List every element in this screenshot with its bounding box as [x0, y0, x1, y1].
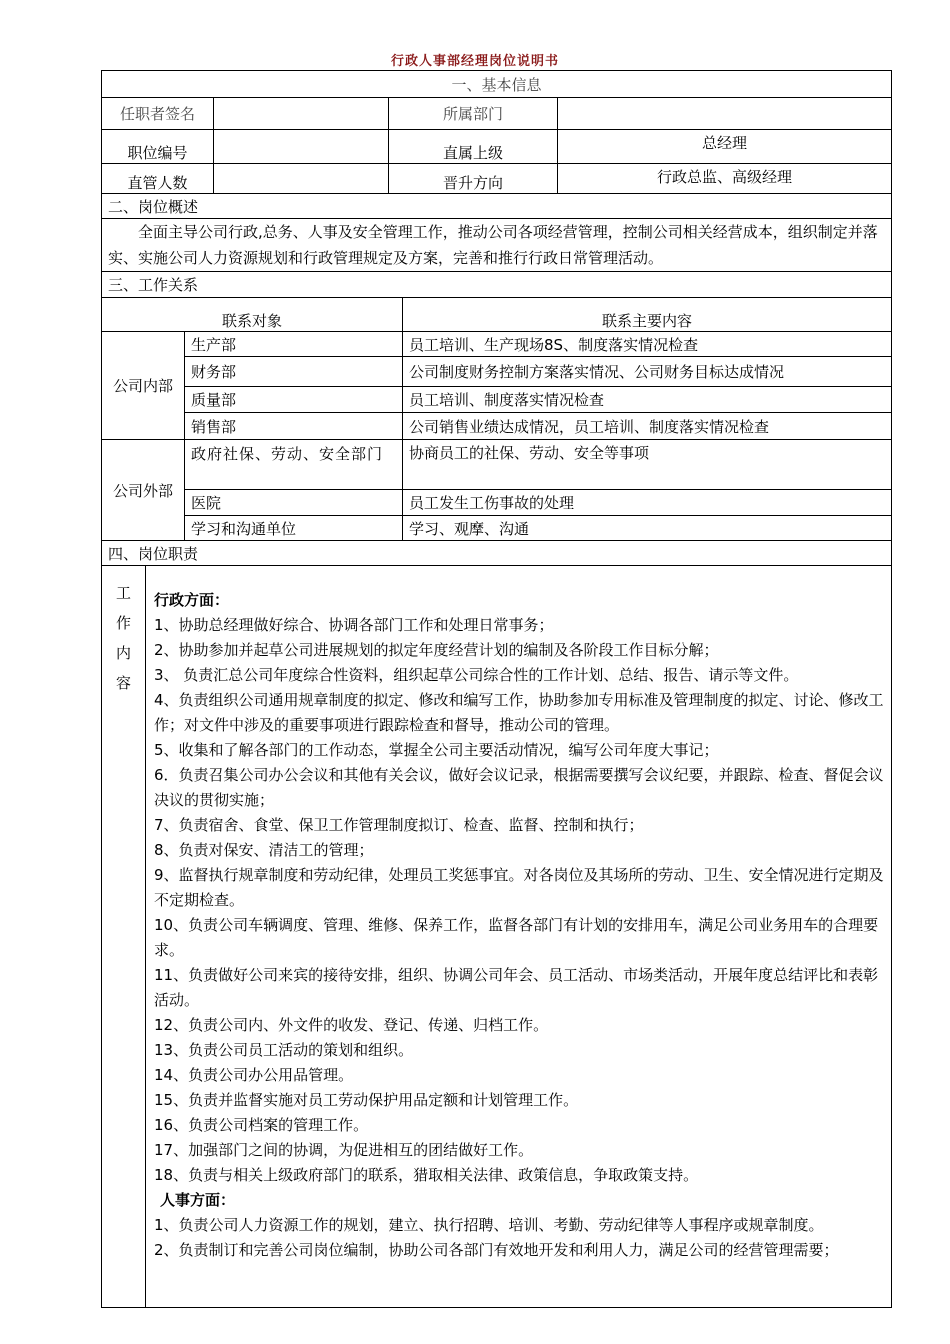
- section-duties-header: 四、岗位职责: [102, 541, 892, 566]
- admin-heading: 行政方面：: [154, 591, 230, 609]
- department-label: 所属部门: [389, 98, 558, 130]
- superior-label: 直属上级: [389, 130, 558, 164]
- position-code-label: 职位编号: [102, 130, 214, 164]
- section-overview-header: 二、岗位概述: [102, 194, 892, 219]
- relation-content: 学习、观摩、沟通: [403, 516, 892, 541]
- relations-content-header: 联系主要内容: [403, 298, 892, 332]
- relation-dept: 质量部: [185, 387, 403, 413]
- relation-dept: 销售部: [185, 413, 403, 440]
- subordinates-label: 直管人数: [102, 164, 214, 194]
- department-field[interactable]: [558, 98, 892, 130]
- relation-content: 公司销售业绩达成情况，员工培训、制度落实情况检查: [403, 413, 892, 440]
- relation-content: 公司制度财务控制方案落实情况、公司财务目标达成情况: [403, 357, 892, 387]
- admin-duty-item: 8、负责对保安、清洁工的管理；: [154, 841, 374, 859]
- admin-duty-item: 15、负责并监督实施对员工劳动保护用品定额和计划管理工作。: [154, 1091, 579, 1109]
- promotion-label: 晋升方向: [389, 164, 558, 194]
- relation-dept: 学习和沟通单位: [185, 516, 403, 541]
- admin-duty-item: 3、 负责汇总公司年度综合性资料，组织起草公司综合性的工作计划、总结、报告、请示等文件。: [154, 666, 799, 684]
- section-relations-header: 三、工作关系: [102, 272, 892, 298]
- document-title: 行政人事部经理岗位说明书: [390, 54, 559, 69]
- admin-duty-item: 9、监督执行规章制度和劳动纪律，处理员工奖惩事宜。对各岗位及其场所的劳动、卫生、安全情况进行定期及不定期检查。: [154, 866, 884, 909]
- duties-label-char: 作: [115, 614, 131, 632]
- overview-text: 全面主导公司行政,总务、人事及安全管理工作，推动公司各项经营管理，控制公司相关经营成本，组织制定并落实、实施公司人力资源规划和行政管理规定及方案，完善和推行行政日常管理活动。: [102, 219, 892, 272]
- section-basic-header: 一、基本信息: [102, 71, 892, 98]
- admin-duty-item: 1、协助总经理做好综合、协调各部门工作和处理日常事务；: [154, 616, 554, 634]
- admin-duty-item: 6．负责召集公司办公会议和其他有关会议，做好会议记录，根据需要撰写会议纪要，并跟踪、检查、督促会议决议的贯彻实施；: [154, 766, 884, 809]
- admin-duty-item: 14、负责公司办公用品管理。: [154, 1066, 354, 1084]
- hr-heading: 人事方面：: [160, 1191, 236, 1209]
- duties-content: [146, 566, 892, 1308]
- job-description-table: [101, 70, 892, 1308]
- signer-field[interactable]: [214, 98, 389, 130]
- signer-label: 任职者签名: [102, 98, 214, 130]
- duties-label-char: 内: [115, 644, 131, 662]
- relation-dept: 财务部: [185, 357, 403, 387]
- admin-duty-item: 5、收集和了解各部门的工作动态，掌握全公司主要活动情况，编写公司年度大事记；: [154, 741, 719, 759]
- duties-side-label: [102, 566, 146, 1308]
- relation-content: 员工培训、制度落实情况检查: [403, 387, 892, 413]
- admin-duty-item: 11、负责做好公司来宾的接待安排，组织、协调公司年会、员工活动、市场类活动，开展年度总结评比和表彰活动。: [154, 966, 879, 1009]
- admin-duty-item: 2、协助参加并起草公司进展规划的拟定年度经营计划的编制及各阶段工作目标分解；: [154, 641, 719, 659]
- duties-label-char: 容: [115, 674, 131, 692]
- relation-dept: 政府社保、劳动、安全部门: [185, 440, 403, 490]
- relation-content: 协商员工的社保、劳动、安全等事项: [403, 440, 892, 490]
- position-code-field[interactable]: [214, 130, 389, 164]
- promotion-value: 行政总监、高级经理: [558, 164, 892, 194]
- relation-dept: 生产部: [185, 332, 403, 357]
- admin-duty-item: 18、负责与相关上级政府部门的联系，猎取相关法律、政策信息，争取政策支持。: [154, 1166, 699, 1184]
- subordinates-field[interactable]: [214, 164, 389, 194]
- hr-duty-item: 1、负责公司人力资源工作的规划，建立、执行招聘、培训、考勤、劳动纪律等人事程序或规章制度。: [154, 1216, 824, 1234]
- hr-duty-item: 2、负责制订和完善公司岗位编制，协助公司各部门有效地开发和利用人力，满足公司的经营管理需要；: [154, 1241, 839, 1259]
- relations-target-header: 联系对象: [102, 298, 403, 332]
- duties-label-char: 工: [115, 584, 131, 602]
- relation-content: 员工发生工伤事故的处理: [403, 490, 892, 516]
- admin-duty-item: 17、加强部门之间的协调，为促进相互的团结做好工作。: [154, 1141, 534, 1159]
- admin-duty-item: 10、负责公司车辆调度、管理、维修、保养工作，监督各部门有计划的安排用车，满足公司业务用车的合理要求。: [154, 916, 879, 959]
- admin-duty-item: 12、负责公司内、外文件的收发、登记、传递、归档工作。: [154, 1016, 549, 1034]
- internal-label: 公司内部: [102, 332, 185, 440]
- admin-duty-item: 13、负责公司员工活动的策划和组织。: [154, 1041, 414, 1059]
- admin-duty-item: 16、负责公司档案的管理工作。: [154, 1116, 369, 1134]
- external-label: 公司外部: [102, 440, 185, 541]
- admin-duty-item: 7、负责宿舍、食堂、保卫工作管理制度拟订、检查、监督、控制和执行；: [154, 816, 644, 834]
- relation-dept: 医院: [185, 490, 403, 516]
- admin-duty-item: 4、负责组织公司通用规章制度的拟定、修改和编写工作，协助参加专用标准及管理制度的拟定、讨论、修改工作；对文件中涉及的重要事项进行跟踪检查和督导，推动公司的管理。: [154, 691, 884, 734]
- superior-value: 总经理: [558, 130, 892, 164]
- relation-content: 员工培训、生产现场8S、制度落实情况检查: [403, 332, 892, 357]
